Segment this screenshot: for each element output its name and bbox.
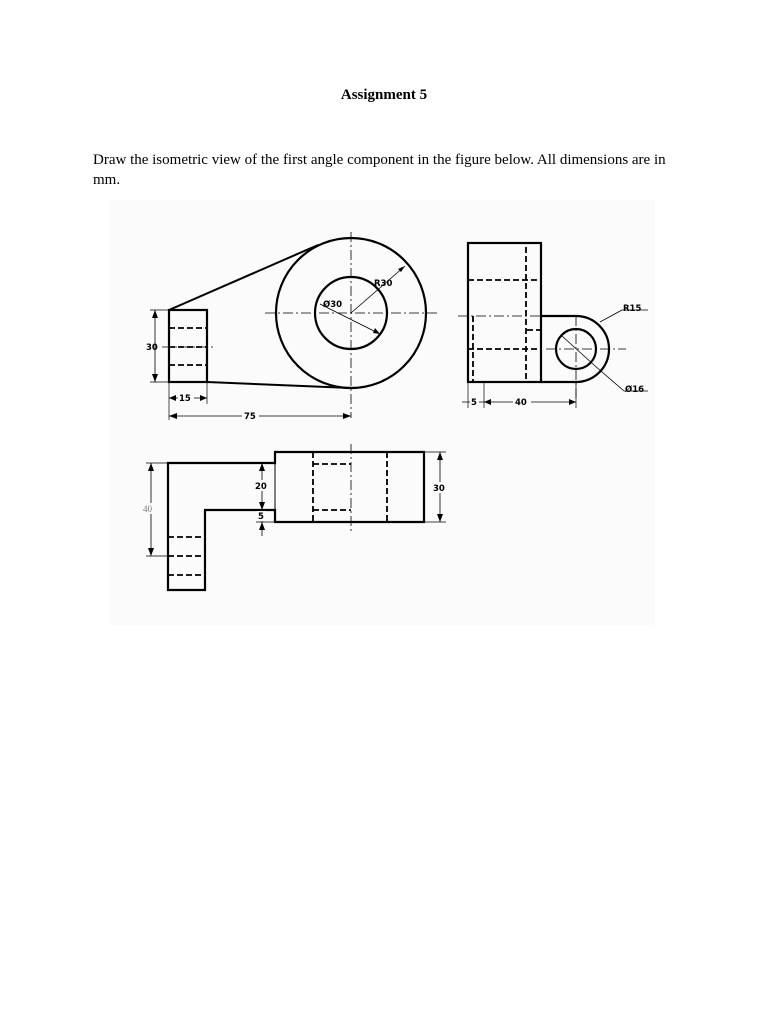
assignment-title: Assignment 5	[340, 87, 428, 103]
dim-top-5: 5	[258, 512, 264, 522]
dim-side-radius: R15	[623, 304, 642, 314]
dim-top-20: 20	[255, 482, 267, 492]
dim-front-15: 15	[179, 394, 191, 404]
dim-top-30: 30	[433, 484, 445, 494]
dim-side-5: 5	[471, 398, 477, 408]
dim-top-overall-40: 40	[143, 504, 152, 514]
engineering-drawing-figure	[110, 200, 655, 625]
orthographic-projection-drawing	[110, 200, 655, 625]
dim-front-height: 30	[146, 343, 158, 353]
dim-outer-radius: R30	[374, 279, 393, 289]
assignment-instructions: Draw the isometric view of the first angle component in the figure below. All dimensions are in mm.	[93, 152, 666, 188]
dim-front-75: 75	[244, 412, 256, 422]
dim-hole-diameter: Ø30	[323, 300, 343, 310]
dim-side-hole-diameter: Ø16	[625, 385, 645, 395]
dim-side-40: 40	[515, 398, 527, 408]
